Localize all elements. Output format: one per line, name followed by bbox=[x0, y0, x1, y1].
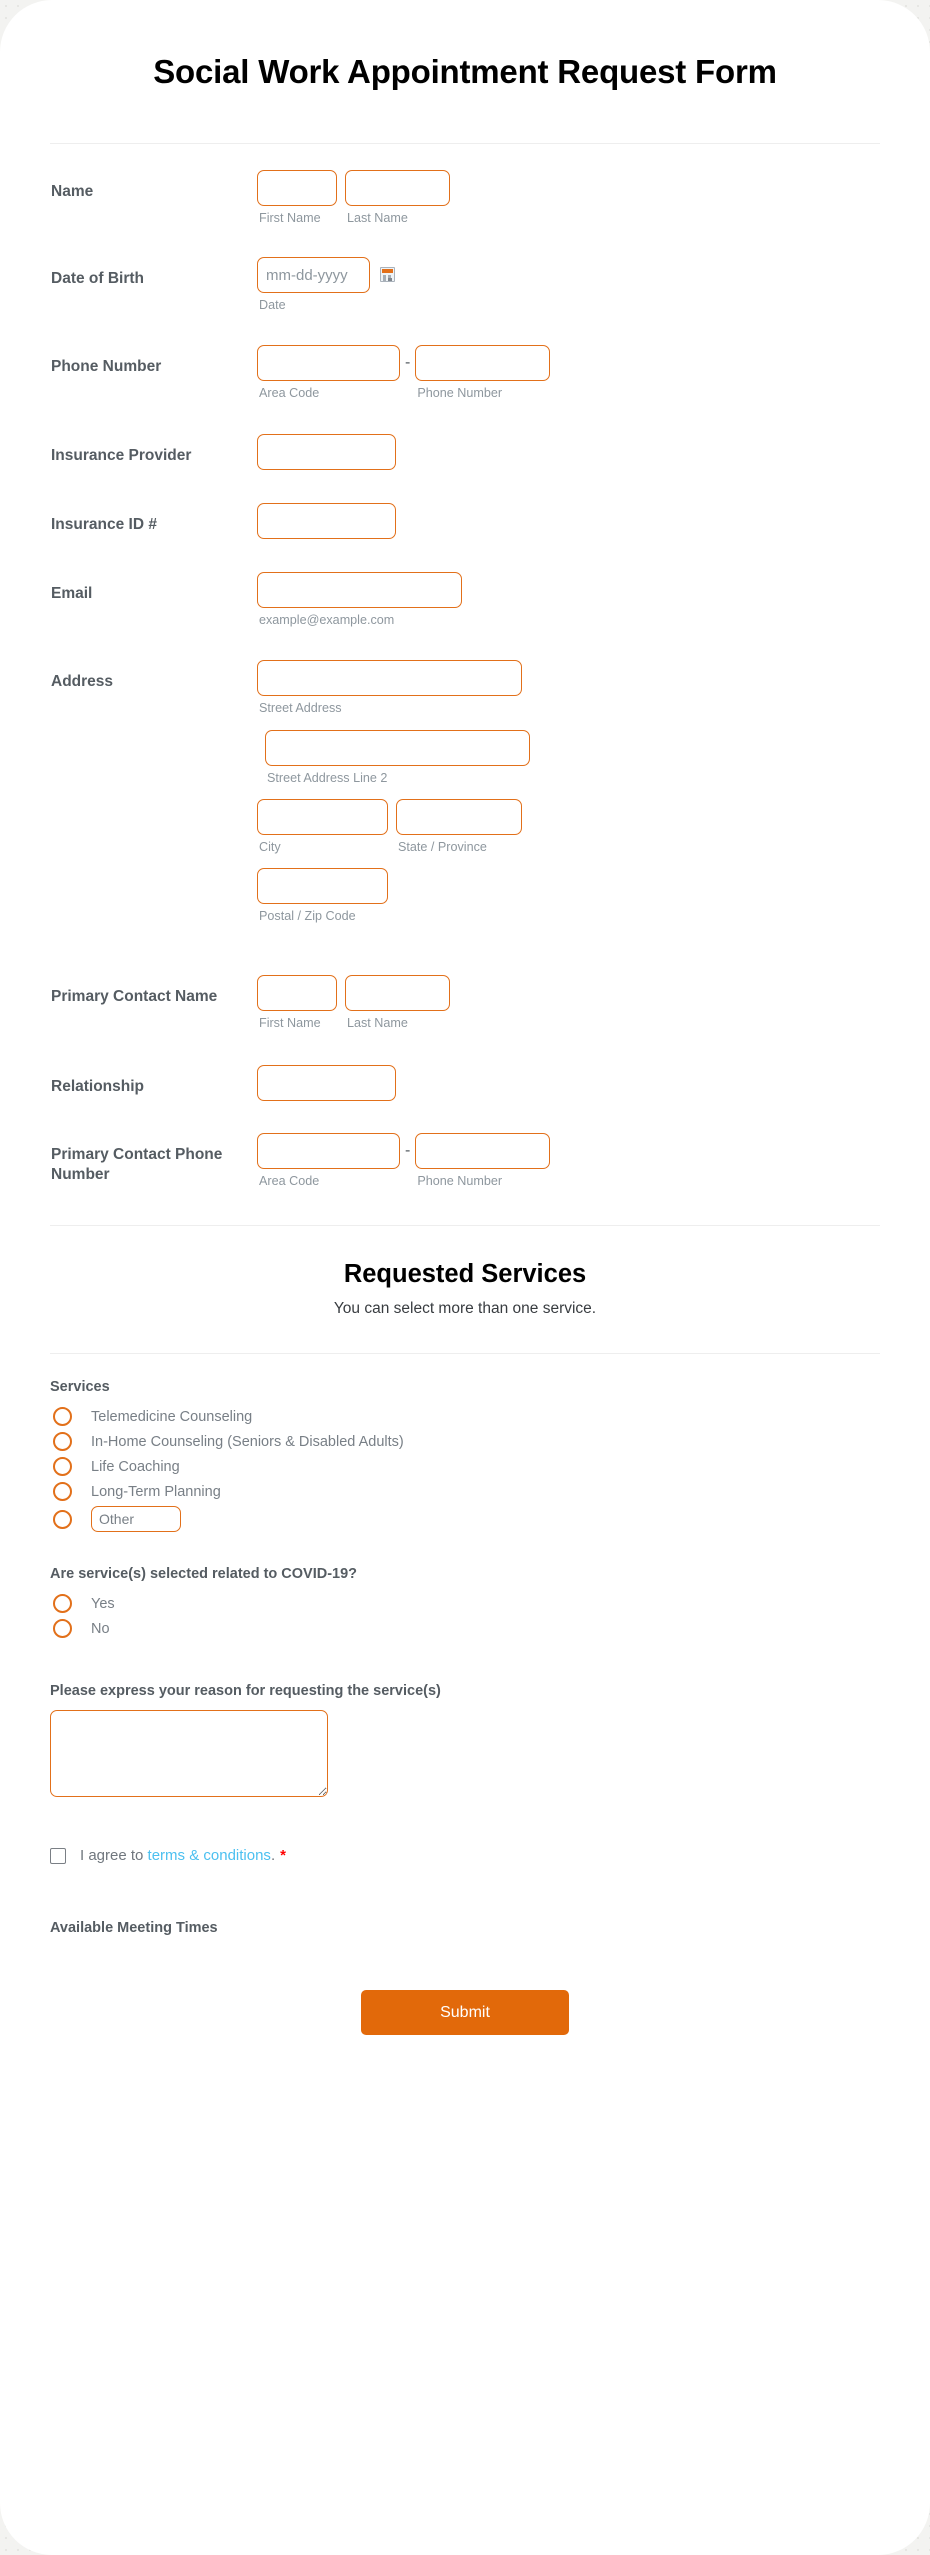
reason-block bbox=[50, 1641, 880, 1797]
phone-area-code-caption: Area Code bbox=[259, 386, 320, 401]
section-subtitle: You can select more than one service. bbox=[333, 1300, 597, 1318]
postal-zip-code-caption: Postal / Zip Code bbox=[259, 908, 356, 923]
postal-zip-code-input[interactable] bbox=[257, 868, 388, 904]
covid-question-block bbox=[50, 1534, 880, 1641]
services-block bbox=[50, 1354, 880, 1534]
calendar-icon[interactable] bbox=[380, 267, 395, 282]
phone-number-input[interactable] bbox=[415, 345, 550, 381]
field-primary-contact-name bbox=[50, 924, 880, 1031]
field-label-primary-contact-phone: Primary Contact Phone Number bbox=[51, 1145, 223, 1184]
radio-icon[interactable] bbox=[53, 1482, 72, 1501]
phone-area-code-input[interactable] bbox=[257, 345, 400, 381]
street-address-line2-input[interactable] bbox=[265, 730, 530, 766]
first-name-input[interactable] bbox=[257, 170, 337, 206]
field-name bbox=[50, 144, 880, 226]
street-address-caption: Street Address bbox=[259, 701, 342, 716]
services-label: Services bbox=[50, 1379, 110, 1396]
field-primary-contact-phone bbox=[50, 1101, 880, 1189]
covid-option-yes[interactable] bbox=[50, 1591, 880, 1616]
radio-icon[interactable] bbox=[53, 1407, 72, 1426]
field-date-of-birth bbox=[50, 226, 880, 313]
terms-prefix: I agree to bbox=[80, 1847, 148, 1865]
field-label-insurance-id: Insurance ID # bbox=[51, 516, 157, 534]
reason-label: Please express your reason for requesting the service(s) bbox=[50, 1683, 441, 1700]
service-option-label: Telemedicine Counseling bbox=[91, 1408, 253, 1425]
field-email bbox=[50, 539, 880, 628]
submit-area bbox=[50, 1936, 880, 2091]
service-option-life-coaching[interactable] bbox=[50, 1454, 880, 1479]
primary-contact-phone-number-input[interactable] bbox=[415, 1133, 550, 1169]
primary-contact-phone-number-caption: Phone Number bbox=[417, 1173, 503, 1188]
service-option-other[interactable] bbox=[50, 1504, 880, 1534]
available-meeting-times-label: Available Meeting Times bbox=[50, 1920, 218, 1937]
covid-option-label: No bbox=[91, 1620, 110, 1637]
field-label-insurance-provider: Insurance Provider bbox=[51, 447, 192, 465]
radio-icon[interactable] bbox=[53, 1432, 72, 1451]
section-title: Requested Services bbox=[343, 1260, 587, 1289]
service-other-input[interactable] bbox=[91, 1506, 181, 1532]
terms-row[interactable] bbox=[50, 1797, 880, 1864]
requested-services-header bbox=[50, 1226, 880, 1318]
primary-contact-area-code-caption: Area Code bbox=[259, 1173, 320, 1188]
service-option-label: Life Coaching bbox=[91, 1458, 180, 1475]
city-input[interactable] bbox=[257, 799, 388, 835]
email-input[interactable] bbox=[257, 572, 462, 608]
field-insurance-provider bbox=[50, 401, 880, 470]
primary-contact-last-name-caption: Last Name bbox=[347, 1015, 408, 1030]
street-address-input[interactable] bbox=[257, 660, 522, 696]
last-name-input[interactable] bbox=[345, 170, 450, 206]
reason-textarea[interactable] bbox=[50, 1710, 328, 1797]
primary-contact-first-name-caption: First Name bbox=[259, 1015, 321, 1030]
field-label-date-of-birth: Date of Birth bbox=[51, 270, 144, 288]
covid-option-no[interactable] bbox=[50, 1616, 880, 1641]
field-label-address: Address bbox=[51, 673, 114, 691]
required-asterisk: * bbox=[280, 1847, 286, 1865]
street-address-line2-caption: Street Address Line 2 bbox=[267, 770, 388, 785]
terms-link[interactable]: terms & conditions bbox=[147, 1847, 271, 1865]
first-name-caption: First Name bbox=[259, 211, 321, 225]
field-label-name: Name bbox=[51, 183, 94, 200]
email-caption: example@example.com bbox=[259, 613, 395, 628]
last-name-caption: Last Name bbox=[347, 211, 408, 225]
field-phone-number bbox=[50, 313, 880, 401]
field-label-primary-contact-name: Primary Contact Name bbox=[51, 987, 218, 1005]
covid-option-label: Yes bbox=[91, 1595, 115, 1612]
submit-button[interactable]: Submit bbox=[361, 1990, 569, 2035]
field-relationship bbox=[50, 1031, 880, 1101]
field-label-phone-number: Phone Number bbox=[51, 358, 162, 376]
page-title: Social Work Appointment Request Form bbox=[153, 53, 777, 90]
service-option-long-term-planning[interactable] bbox=[50, 1479, 880, 1504]
radio-icon[interactable] bbox=[53, 1619, 72, 1638]
field-label-relationship: Relationship bbox=[51, 1077, 145, 1095]
state-province-input[interactable] bbox=[396, 799, 522, 835]
service-option-telemedicine-counseling[interactable] bbox=[50, 1404, 880, 1429]
date-of-birth-caption: Date bbox=[259, 298, 286, 313]
primary-contact-last-name-input[interactable] bbox=[345, 975, 450, 1011]
city-caption: City bbox=[259, 839, 281, 854]
field-insurance-id bbox=[50, 470, 880, 539]
insurance-provider-input[interactable] bbox=[257, 434, 396, 470]
insurance-id-input[interactable] bbox=[257, 503, 396, 539]
terms-suffix: . bbox=[270, 1847, 276, 1865]
radio-icon[interactable] bbox=[53, 1457, 72, 1476]
covid-question-label: Are service(s) selected related to COVID-19? bbox=[50, 1566, 358, 1583]
date-of-birth-input[interactable] bbox=[257, 257, 370, 293]
primary-contact-phone-separator: - bbox=[405, 1141, 411, 1159]
service-option-in-home-counseling[interactable] bbox=[50, 1429, 880, 1454]
radio-icon[interactable] bbox=[53, 1594, 72, 1613]
field-address bbox=[50, 628, 880, 923]
primary-contact-first-name-input[interactable] bbox=[257, 975, 337, 1011]
phone-separator: - bbox=[405, 354, 411, 372]
service-option-label: Long-Term Planning bbox=[91, 1483, 221, 1500]
state-province-caption: State / Province bbox=[398, 839, 487, 854]
terms-text bbox=[80, 1847, 275, 1864]
phone-number-caption: Phone Number bbox=[417, 386, 503, 401]
field-label-email: Email bbox=[51, 585, 93, 603]
primary-contact-area-code-input[interactable] bbox=[257, 1133, 400, 1169]
radio-icon[interactable] bbox=[53, 1510, 72, 1529]
service-option-label: In-Home Counseling (Seniors & Disabled Adults) bbox=[91, 1433, 404, 1450]
terms-checkbox[interactable] bbox=[50, 1848, 66, 1864]
relationship-input[interactable] bbox=[257, 1065, 396, 1101]
